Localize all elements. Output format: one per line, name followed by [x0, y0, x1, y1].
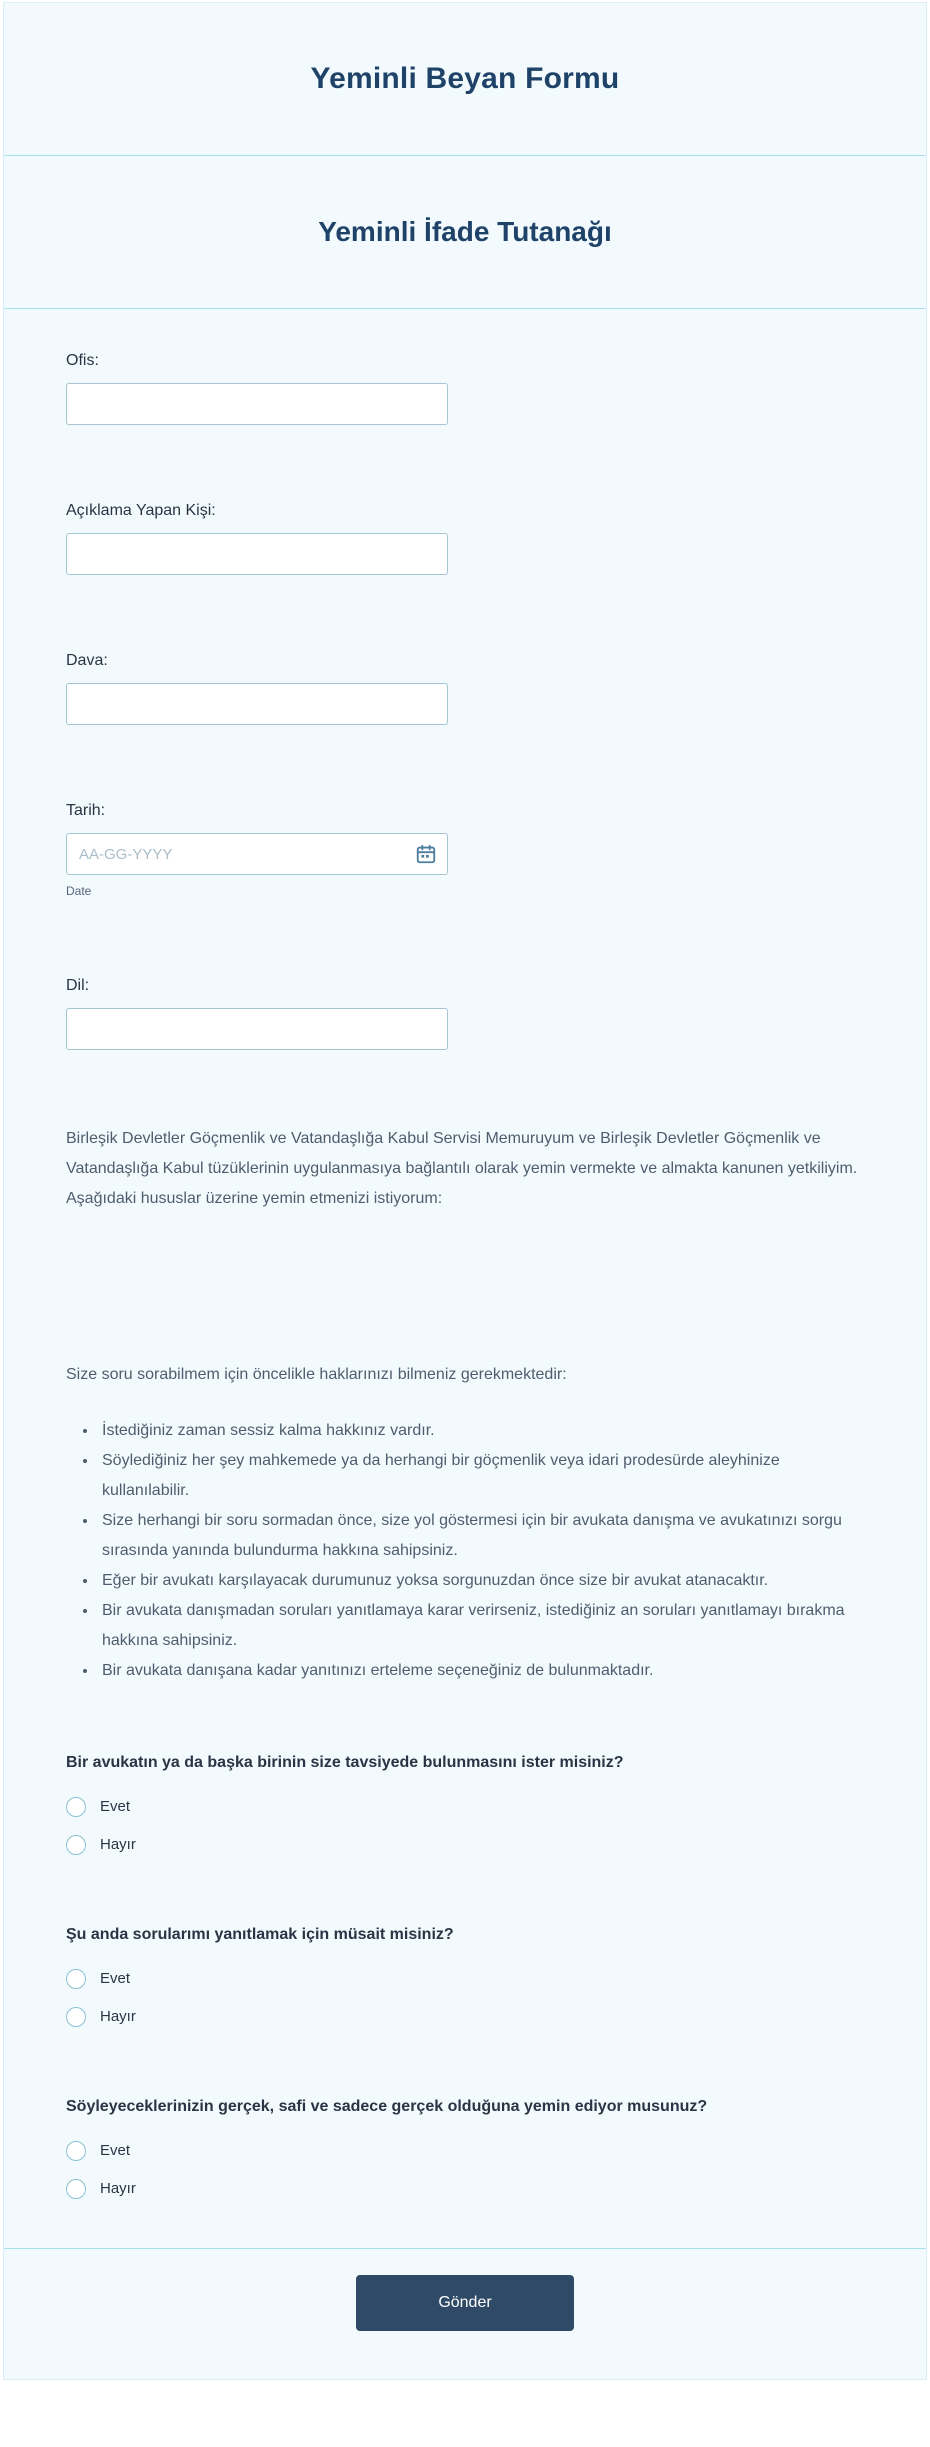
office-label: Ofis: — [66, 352, 99, 369]
oath-intro-paragraph: Birleşik Devletler Göçmenlik ve Vatandaşlığa Kabul Servisi Memuruyum ve Birleşik Devletler Göçmenlik ve Vatandaşlığa Kabul tüzüklerinin uygulanmasıya bağlantılı olarak yemin vermekte ve almakta kanunen yetkiliyim. Aşağıdaki hususlar üzerine yemin etmenizi istiyorum: — [66, 1130, 858, 1207]
field-declarant — [66, 499, 864, 575]
form-footer — [4, 2248, 926, 2379]
radio-advice-hayir-label[interactable]: Hayır — [100, 1836, 136, 1853]
rights-list-item: • Size herhangi bir soru sormadan önce, size yol göstermesi için bir avukata danışma ve avukatınızı sorgu sırasında yanında bulundurma hakkına sahipsiniz. — [98, 1506, 864, 1566]
form-title: Yeminli Beyan Formu — [310, 62, 620, 95]
question-oath-text: Söyleyeceklerinizin gerçek, safi ve sadece gerçek olduğuna yemin ediyor musunuz? — [66, 2098, 708, 2115]
radio-advice-evet[interactable] — [66, 1797, 86, 1817]
rights-intro-paragraph: Size soru sorabilmem için öncelikle haklarınızı bilmeniz gerekmektedir: — [66, 1366, 567, 1383]
question-oath — [66, 2094, 864, 2202]
question-available — [66, 1922, 864, 2030]
radio-row-oath-yes — [66, 2138, 864, 2164]
sworn-declaration-form — [3, 2, 927, 2380]
declarant-input[interactable] — [66, 533, 448, 575]
date-label: Tarih: — [66, 802, 106, 819]
radio-row-oath-no — [66, 2176, 864, 2202]
radio-row-advice-no — [66, 1832, 864, 1858]
case-input[interactable] — [66, 683, 448, 725]
radio-available-hayir[interactable] — [66, 2007, 86, 2027]
office-input[interactable] — [66, 383, 448, 425]
radio-available-hayir-label[interactable]: Hayır — [100, 2008, 136, 2025]
section-header — [4, 156, 926, 309]
rights-list-item: • Eğer bir avukatı karşılayacak durumunuz yoksa sorgunuzdan önce size bir avukat atanacaktır. — [98, 1566, 864, 1596]
radio-oath-evet-label[interactable]: Evet — [100, 2142, 131, 2159]
radio-advice-hayir[interactable] — [66, 1835, 86, 1855]
date-input[interactable] — [66, 833, 448, 875]
case-label: Dava: — [66, 652, 108, 669]
radio-row-available-yes — [66, 1966, 864, 1992]
field-case — [66, 649, 864, 725]
question-advice — [66, 1750, 864, 1858]
field-language — [66, 974, 864, 1050]
language-label: Dil: — [66, 977, 90, 994]
radio-row-advice-yes — [66, 1794, 864, 1820]
language-input[interactable] — [66, 1008, 448, 1050]
form-body — [4, 309, 926, 2248]
rights-list — [66, 1416, 864, 1686]
calendar-icon[interactable] — [412, 840, 440, 868]
radio-row-available-no — [66, 2004, 864, 2030]
declarant-label: Açıklama Yapan Kişi: — [66, 502, 216, 519]
radio-available-evet[interactable] — [66, 1969, 86, 1989]
date-sublabel: Date — [66, 884, 92, 898]
rights-list-item: • İstediğiniz zaman sessiz kalma hakkınız vardır. — [98, 1416, 864, 1446]
question-advice-text: Bir avukatın ya da başka birinin size tavsiyede bulunmasını ister misiniz? — [66, 1754, 624, 1771]
section-title: Yeminli İfade Tutanağı — [318, 216, 612, 247]
form-header — [4, 3, 926, 156]
field-date — [66, 799, 864, 900]
question-available-text: Şu anda sorularımı yanıtlamak için müsait misiniz? — [66, 1926, 454, 1943]
radio-oath-hayir-label[interactable]: Hayır — [100, 2180, 136, 2197]
rights-list-item: • Bir avukata danışmadan soruları yanıtlamaya karar verirseniz, istediğiniz an soruları yanıtlamayı bırakma hakkına sahipsiniz. — [98, 1596, 864, 1656]
radio-oath-evet[interactable] — [66, 2141, 86, 2161]
field-office — [66, 349, 864, 425]
radio-available-evet-label[interactable]: Evet — [100, 1970, 131, 1987]
radio-advice-evet-label[interactable]: Evet — [100, 1798, 131, 1815]
date-input-wrap — [66, 833, 448, 875]
submit-button[interactable]: Gönder — [356, 2275, 574, 2331]
rights-list-item: • Söylediğiniz her şey mahkemede ya da herhangi bir göçmenlik veya idari prodesürde aleyhinize kullanılabilir. — [98, 1446, 864, 1506]
rights-list-item: • Bir avukata danışana kadar yanıtınızı erteleme seçeneğiniz de bulunmaktadır. — [98, 1656, 864, 1686]
radio-oath-hayir[interactable] — [66, 2179, 86, 2199]
